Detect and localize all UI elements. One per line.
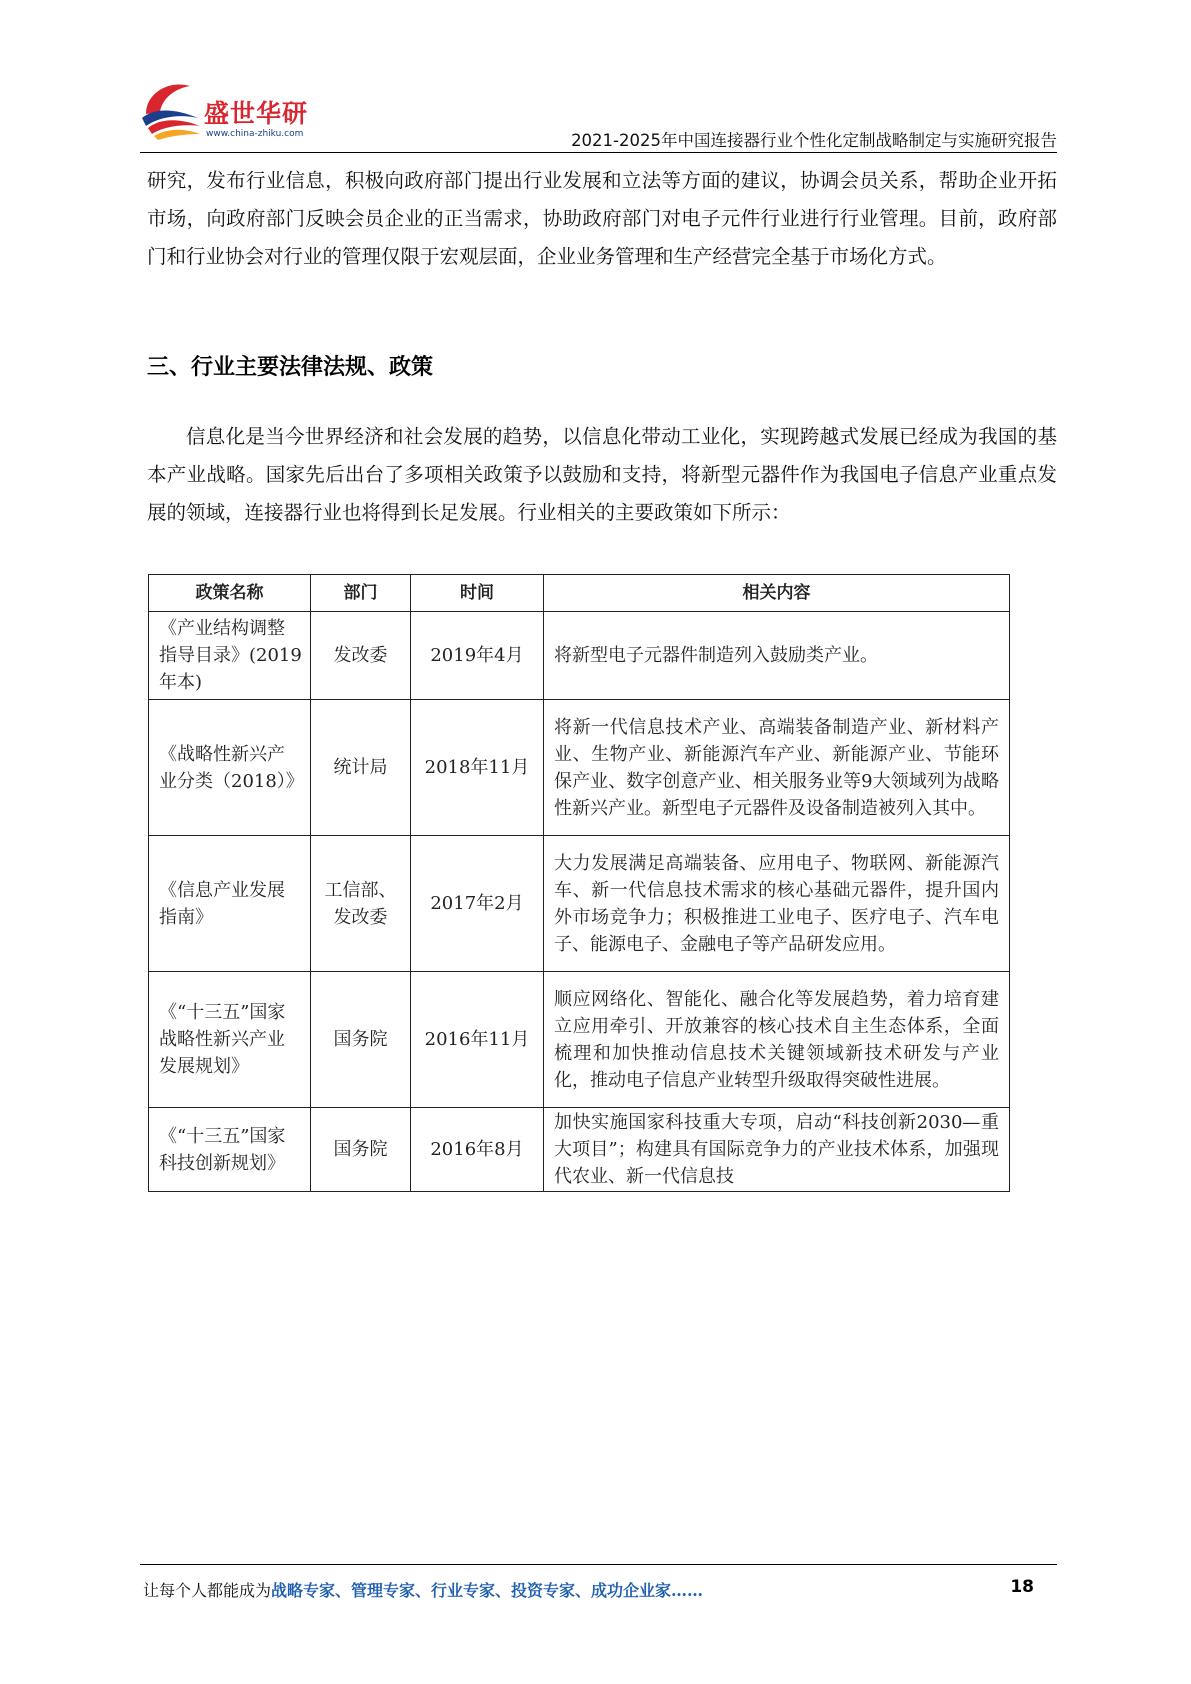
- date-cell: 2016年8月: [411, 1108, 544, 1192]
- policy-name-cell: 《信息产业发展指南》: [149, 836, 311, 972]
- column-header-date: 时间: [411, 575, 544, 612]
- content-cell: 加快实施国家科技重大专项，启动“科技创新2030—重大项目”；构建具有国际竞争力的产业技术体系，加强现代农业、新一代信息技: [544, 1108, 1010, 1192]
- policy-name-cell: 《战略性新兴产业分类（2018）》: [149, 700, 311, 836]
- column-header-policy-name: 政策名称: [149, 575, 311, 612]
- policy-name-cell: 《“十三五”国家科技创新规划》: [149, 1108, 311, 1192]
- table-row: [149, 1108, 1010, 1192]
- department-cell: 工信部、发改委: [311, 836, 411, 972]
- policy-name-cell: 《产业结构调整指导目录》(2019年本): [149, 612, 311, 700]
- logo-url: www.china-zhiku.com: [206, 129, 304, 139]
- policy-table: [148, 574, 1010, 1192]
- logo-emblem-icon: [140, 78, 204, 140]
- body-paragraph: 研究，发布行业信息，积极向政府部门提出行业发展和立法等方面的建议，协调会员关系，帮助企业开拓市场，向政府部门反映会员企业的正当需求，协助政府部门对电子元件行业进行行业管理。目前，政府部门和行业协会对行业的管理仅限于宏观层面，企业业务管理和生产经营完全基于市场化方式。: [147, 169, 1057, 268]
- table-header-row: [149, 575, 1010, 612]
- date-cell: 2017年2月: [411, 836, 544, 972]
- body-paragraph: 信息化是当今世界经济和社会发展的趋势，以信息化带动工业化，实现跨越式发展已经成为我国的基本产业战略。国家先后出台了多项相关政策予以鼓励和支持，将新型元器件作为我国电子信息产业重点发展的领域，连接器行业也将得到长足发展。行业相关的主要政策如下所示：: [147, 425, 1057, 524]
- content-cell: 将新一代信息技术产业、高端装备制造产业、新材料产业、生物产业、新能源汽车产业、新能源产业、节能环保产业、数字创意产业、相关服务业等9大领域列为战略性新兴产业。新型电子元器件及设备制造被列入其中。: [544, 700, 1010, 836]
- department-cell: 统计局: [311, 700, 411, 836]
- content-cell: 将新型电子元器件制造列入鼓励类产业。: [544, 612, 1010, 700]
- footer-slogan: [143, 1578, 703, 1601]
- date-cell: 2018年11月: [411, 700, 544, 836]
- logo-brand-name: 盛世华研: [204, 99, 309, 128]
- header-divider: [140, 152, 1057, 153]
- report-title: 2021-2025年中国连接器行业个性化定制战略制定与实施研究报告: [571, 131, 1057, 150]
- footer-divider: [140, 1564, 1057, 1565]
- table-row: [149, 612, 1010, 700]
- section-heading: 三、行业主要法律法规、政策: [147, 355, 434, 380]
- date-cell: 2019年4月: [411, 612, 544, 700]
- content-cell: 大力发展满足高端装备、应用电子、物联网、新能源汽车、新一代信息技术需求的核心基础元器件，提升国内外市场竞争力；积极推进工业电子、医疗电子、汽车电子、能源电子、金融电子等产品研发应用。: [544, 836, 1010, 972]
- table-row: [149, 836, 1010, 972]
- column-header-department: 部门: [311, 575, 411, 612]
- page-number: 18: [1010, 1577, 1034, 1597]
- policy-name-cell: 《“十三五”国家战略性新兴产业发展规划》: [149, 972, 311, 1108]
- content-cell: 顺应网络化、智能化、融合化等发展趋势，着力培育建立应用牵引、开放兼容的核心技术自主生态体系，全面梳理和加快推动信息技术关键领域新技术研发与产业化，推动电子信息产业转型升级取得突破性进展。: [544, 972, 1010, 1108]
- date-cell: 2016年11月: [411, 972, 544, 1108]
- column-header-content: 相关内容: [544, 575, 1010, 612]
- table-row: [149, 972, 1010, 1108]
- company-logo: [140, 78, 330, 148]
- department-cell: 发改委: [311, 612, 411, 700]
- department-cell: 国务院: [311, 972, 411, 1108]
- table-row: [149, 700, 1010, 836]
- department-cell: 国务院: [311, 1108, 411, 1192]
- footer-slogan-highlight: 战略专家、管理专家、行业专家、投资专家、成功企业家……: [271, 1581, 704, 1600]
- footer-slogan-prefix: 让每个人都能成为: [143, 1581, 272, 1600]
